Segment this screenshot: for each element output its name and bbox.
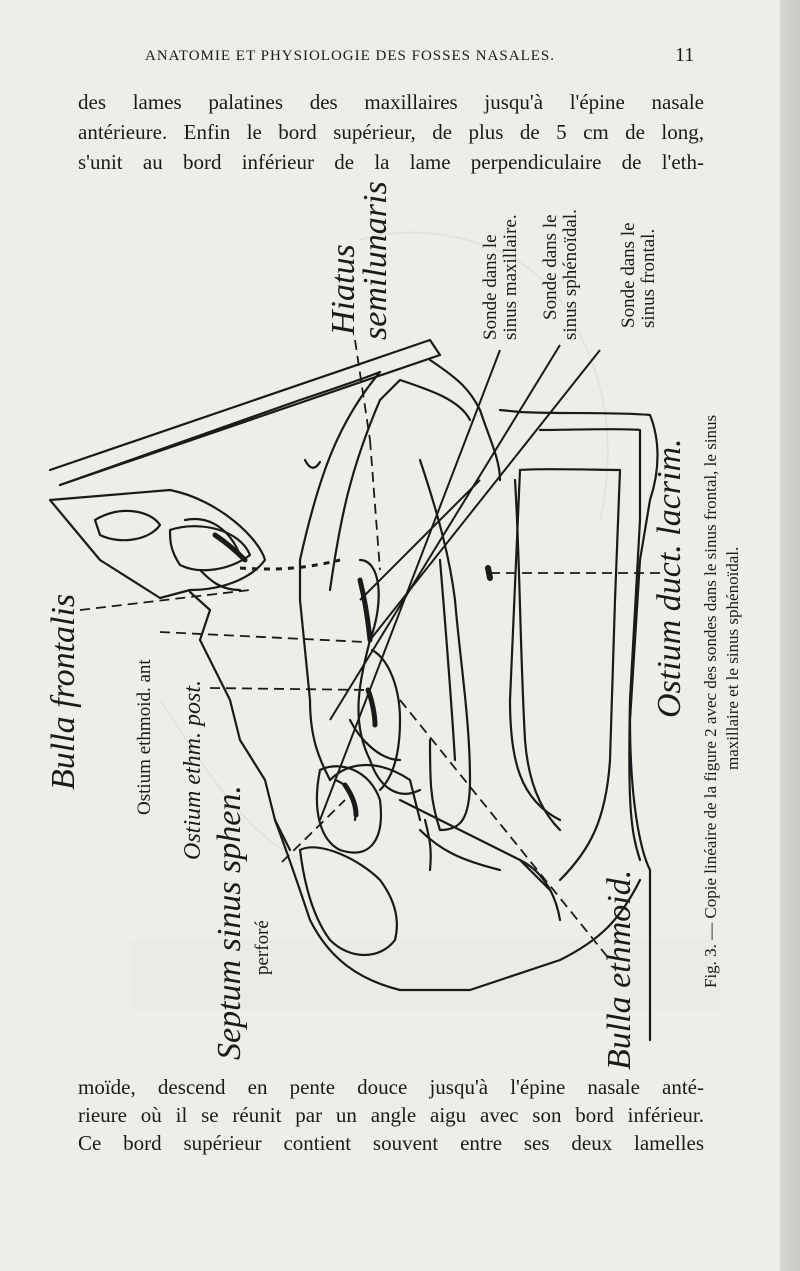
- label-ostium-ethmoid-ant: Ostium ethmoid. ant: [134, 659, 155, 815]
- page-number: 11: [675, 44, 695, 66]
- label-ostium-duct-lacrim: Ostium duct. lacrim.: [651, 438, 688, 718]
- body-text-line: moïde, descend en pente douce jusqu'à l'épine nasale anté-: [78, 1075, 704, 1099]
- body-text-line: Ce bord supérieur contient souvent entre ses deux lamelles: [78, 1131, 704, 1155]
- label-bulla-frontalis: Bulla frontalis: [45, 593, 82, 790]
- label-sonde-maxillaire: Sonde dans le: [480, 234, 501, 340]
- label-hiatus: Hiatus: [325, 244, 362, 335]
- label-sonde-frontal: Sonde dans le: [618, 222, 639, 328]
- figure-caption: Fig. 3. — Copie linéaire de la figure 2 avec des sondes dans le sinus frontal, le sinus: [701, 414, 720, 988]
- label-sonde-frontal: sinus frontal.: [638, 228, 659, 328]
- label-septum-sinus-sphen: Septum sinus sphen.: [211, 785, 248, 1060]
- running-head: ANATOMIE ET PHYSIOLOGIE DES FOSSES NASALES.: [145, 48, 555, 64]
- body-text-line: antérieure. Enfin le bord supérieur, de plus de 5 cm de long,: [78, 120, 704, 144]
- label-sonde-sphenoidal: Sonde dans le: [540, 214, 561, 320]
- label-semilunaris: semilunaris: [357, 181, 394, 340]
- label-perfore: perforé: [252, 920, 273, 975]
- body-text-line: rieure où il se réunit par un angle aigu avec son bord inférieur.: [78, 1103, 704, 1127]
- figure-caption: maxillaire et le sinus sphénoïdal.: [723, 546, 742, 770]
- label-sonde-sphenoidal: sinus sphénoïdal.: [560, 209, 581, 340]
- body-text-line: s'unit au bord inférieur de la lame perpendiculaire de l'eth-: [78, 150, 704, 174]
- label-bulla-ethmoid: Bulla ethmoid.: [601, 869, 638, 1070]
- body-text-line: des lames palatines des maxillaires jusqu'à l'épine nasale: [78, 90, 704, 114]
- label-ostium-ethm-post: Ostium ethm. post.: [180, 680, 206, 860]
- label-sonde-maxillaire: sinus maxillaire.: [500, 214, 521, 340]
